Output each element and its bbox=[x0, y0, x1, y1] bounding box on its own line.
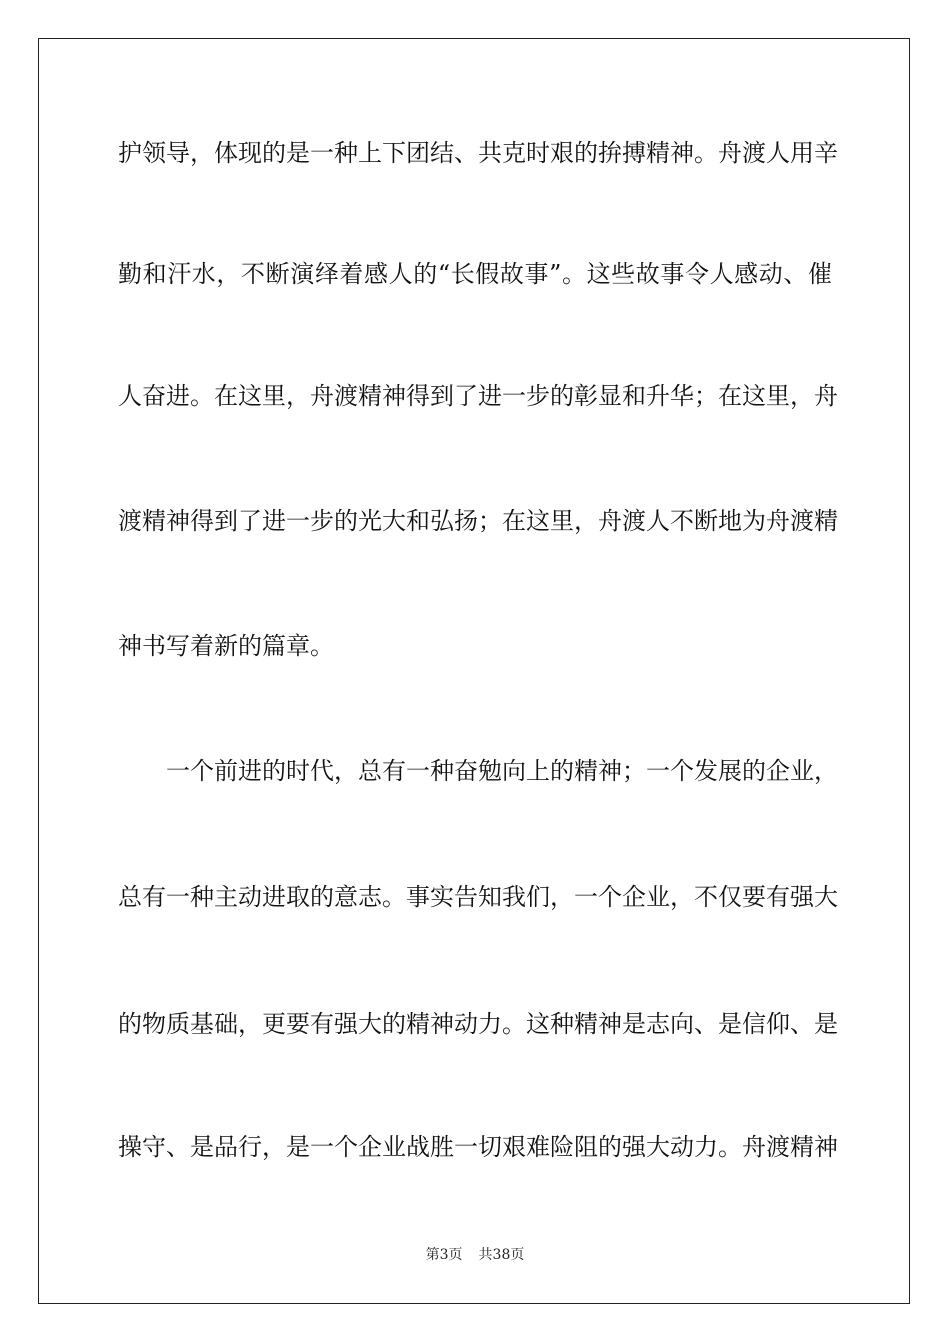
body-text-line: 护领导，体现的是一种上下团结、共克时艰的拚搏精神。舟渡人用辛 bbox=[118, 139, 838, 167]
body-text-line: 神书写着新的篇章。 bbox=[118, 632, 334, 660]
page-footer bbox=[0, 1246, 950, 1264]
body-text-line: 的物质基础，更要有强大的精神动力。这种精神是志向、是信仰、是 bbox=[118, 1010, 838, 1038]
body-text-line: 操守、是品行，是一个企业战胜一切艰难险阻的强大动力。舟渡精神 bbox=[118, 1133, 838, 1161]
body-text-line: 总有一种主动进取的意志。事实告知我们，一个企业，不仅要有强大 bbox=[118, 883, 838, 911]
page-number: 第3页 bbox=[425, 1247, 463, 1263]
body-text-line: 勤和汗水，不断演绎着感人的“长假故事”。这些故事令人感动、催 bbox=[118, 260, 832, 288]
body-text-line: 人奋进。在这里，舟渡精神得到了进一步的彰显和升华；在这里，舟 bbox=[118, 382, 838, 410]
body-text-line: 一个前进的时代，总有一种奋勉向上的精神；一个发展的企业， bbox=[166, 757, 838, 785]
total-pages: 共38页 bbox=[478, 1247, 525, 1263]
body-text-line: 渡精神得到了进一步的光大和弘扬；在这里，舟渡人不断地为舟渡精 bbox=[118, 507, 838, 535]
page-border bbox=[38, 38, 910, 1304]
